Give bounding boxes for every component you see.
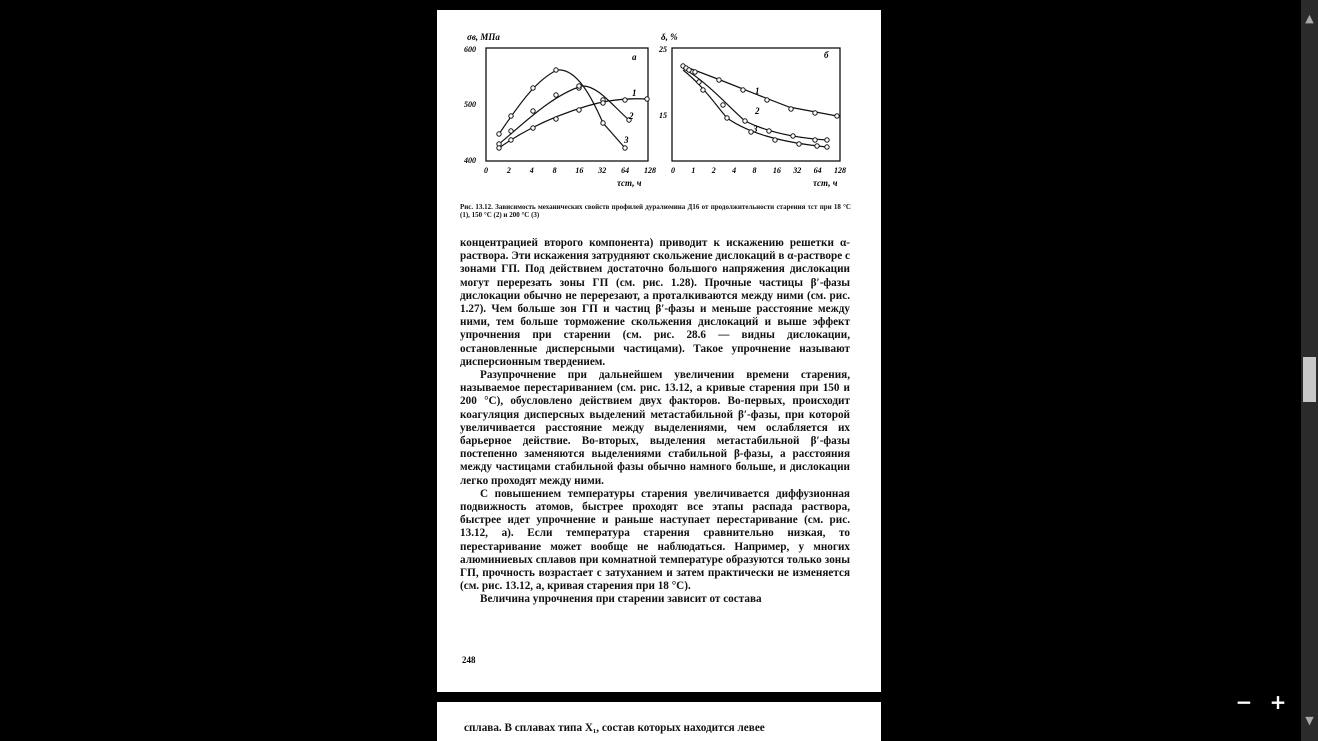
- left-xlabel: τст, ч: [617, 178, 642, 188]
- right-chart: [658, 32, 840, 188]
- x-tick-label: 8: [752, 166, 757, 175]
- left-ytick: 400: [464, 156, 476, 165]
- x-tick-label: 32: [793, 166, 802, 175]
- body-text: [460, 237, 850, 607]
- x-tick-label: 0: [671, 166, 675, 175]
- left-ytick: 600: [464, 45, 476, 54]
- right-ylabel: δ, %: [661, 32, 678, 42]
- x-tick-label: 4: [529, 166, 534, 175]
- x-tick-label: 32: [598, 166, 607, 175]
- document-page: [437, 10, 881, 692]
- zoom-out-button[interactable]: −: [1235, 690, 1253, 714]
- zoom-in-button[interactable]: +: [1269, 690, 1287, 714]
- paragraph: Величина упрочнения при старении зависит от состава: [480, 593, 762, 606]
- scroll-up-arrow-icon[interactable]: ▲: [1305, 12, 1314, 25]
- scroll-down-arrow-icon[interactable]: ▼: [1305, 714, 1314, 727]
- x-tick-label: 2: [711, 166, 716, 175]
- paragraph: концентрацией второго компонента) приводит к искажению решетки α-раствора. Эти искажения затрудняют скольжение дислокаций в α-растворе с зонами ГП. Под действием достаточно большого напряжения дислокации могут перерезать зоны ГП (см. рис. 1.28). Прочные частицы β′-фазы дислокации обычно не перерезают, а проталкиваются между ними (см. рис. 1.27). Чем больше зон ГП и частиц β′-фазы и меньше расстояние между ними, тем больше торможение скольжения дислокаций и выше эффект упрочнения при старении (см. рис. 28.6 — видны дислокации, остановленные дисперсными частицами). Такое упрочнение называют дисперсионным твердением.: [460, 237, 850, 368]
- right-xlabel: τст, ч: [813, 178, 838, 188]
- left-ytick: 500: [464, 100, 476, 109]
- right-ytick: 15: [659, 111, 667, 120]
- left-chart: [463, 32, 649, 188]
- figure-caption: Рис. 13.12. Зависимость механических свойств профилей дуралюмина Д16 от продолжительности старения τст при 18 °С (1), 150 °С (2) и 200 °С (3): [460, 203, 851, 219]
- right-panel-label: б: [824, 50, 829, 60]
- right-curve-label: 3: [753, 124, 758, 134]
- x-tick-label: 1: [691, 166, 696, 175]
- x-tick-label: 8: [552, 166, 557, 175]
- page-number: 248: [462, 655, 476, 665]
- x-tick-label: 64: [621, 166, 630, 175]
- paragraph: С повышением температуры старения увеличивается диффузионная подвижность атомов, быстрее проходят все этапы распада раствора, быстрее идет упрочнение и раньше наступает перестаривание (см. рис. 13.12, а). Если температура старения сравнительно низкая, то перестаривание может вообще не наблюдаться. Например, у многих алюминиевых сплавов при комнатной температуре образуются только зоны ГП, прочность возрастает с затуханием и затем практически не изменяется (см. рис. 13.12, а, кривая старения при 18 °С).: [460, 487, 850, 593]
- x-tick-label: 128: [834, 166, 846, 175]
- x-tick-label: 64: [813, 166, 822, 175]
- next-document-page: [437, 702, 881, 741]
- vertical-scrollbar[interactable]: [1301, 0, 1318, 741]
- left-curve-label: 3: [624, 135, 629, 145]
- left-ylabel: σв, МПа: [467, 32, 500, 42]
- left-curve-label: 1: [632, 88, 637, 98]
- x-tick-label: 16: [575, 166, 584, 175]
- x-tick-label: 16: [772, 166, 781, 175]
- left-panel-label: а: [632, 52, 637, 62]
- x-tick-label: 0: [484, 166, 488, 175]
- scrollbar-thumb[interactable]: [1303, 357, 1316, 402]
- x-tick-label: 4: [732, 166, 737, 175]
- paragraph: Разупрочнение при дальнейшем увеличении времени старения, называемое перестариванием (см. рис. 13.12, а кривые старения при 150 и 200 °С), обусловлено действием двух факторов. Во-первых, происходит коагуляция дисперсных выделений метастабильной β′-фазы, при которой увеличивается расстояние между выделениями, чем ослабляется их барьерное действие. Во-вторых, выделения метастабильной β′-фазы постепенно заменяются выделениями стабильной β-фазы, а расстояния между частицами стабильной фазы обычно намного больше, и дислокации легко проходят между ними.: [460, 369, 850, 487]
- right-curve-label: 2: [755, 106, 760, 116]
- x-tick-label: 128: [644, 166, 656, 175]
- paragraph: сплава. В сплавах типа X₁, состав которых находится левее: [464, 722, 765, 734]
- figure-13-12: [437, 10, 881, 210]
- x-tick-label: 2: [506, 166, 511, 175]
- left-curve-label: 2: [629, 111, 634, 121]
- right-ytick: 25: [659, 45, 667, 54]
- right-curve-label: 1: [755, 86, 760, 96]
